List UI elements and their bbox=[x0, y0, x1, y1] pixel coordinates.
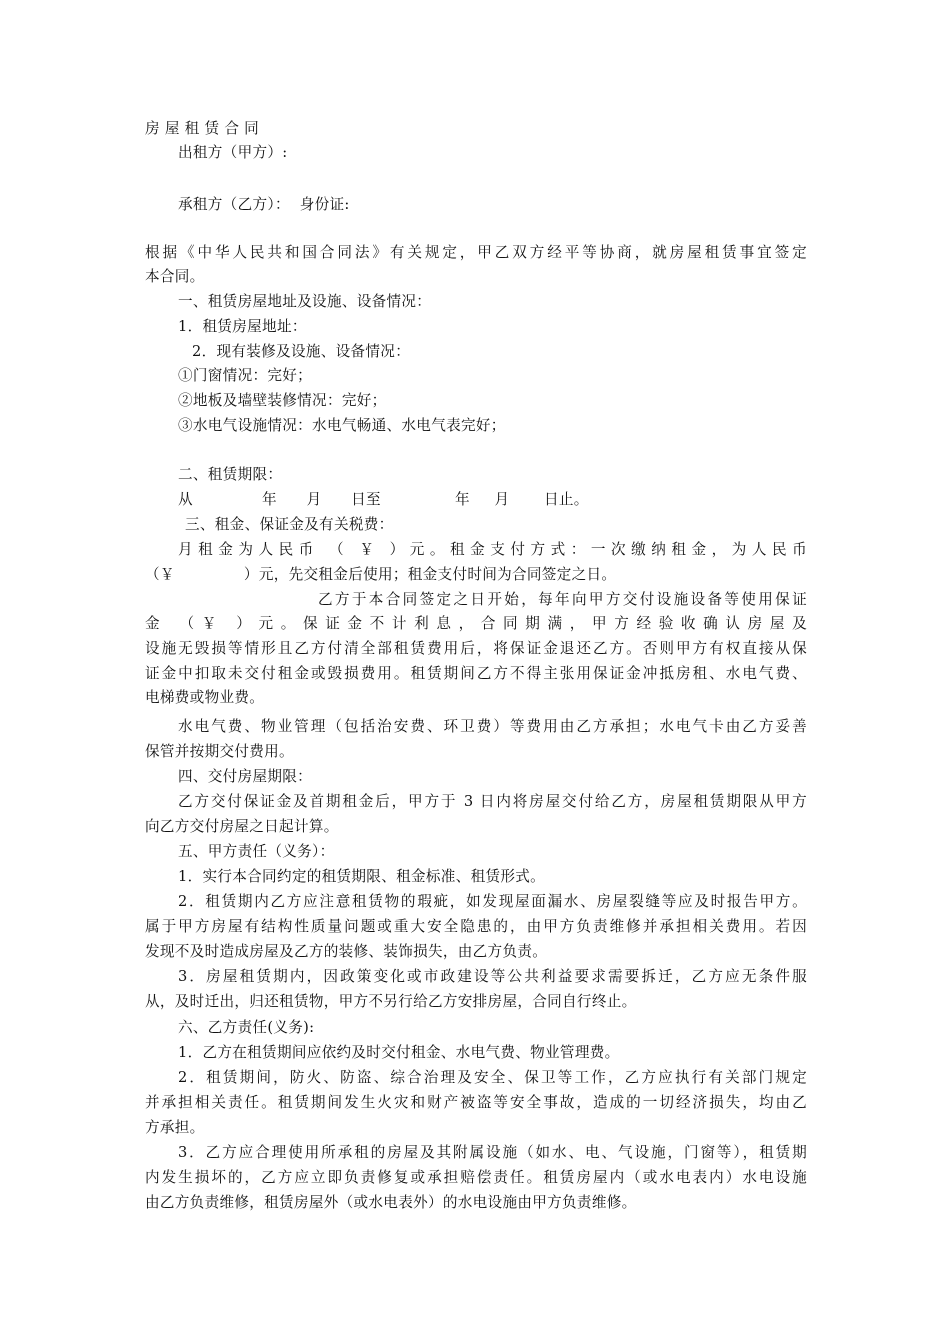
clause-line: 1．实行本合同约定的租赁期限、租金标准、租赁形式。 bbox=[178, 868, 546, 885]
clause-line: 电梯费或物业费。 bbox=[145, 689, 265, 706]
clause-line: 方承担。 bbox=[145, 1119, 205, 1136]
clause-line: 从 年 月 日至 年 月 日止。 bbox=[178, 491, 589, 508]
clause-line: 3．乙方应合理使用所承租的房屋及其附属设施（如水、电、气设施，门窗等），租赁期 bbox=[178, 1144, 807, 1161]
clause-line: （￥ ）元，先交租金后使用；租金支付时间为合同签定之日。 bbox=[145, 566, 617, 583]
clause-line: 发现不及时造成房屋及乙方的装修、装饰损失，由乙方负责。 bbox=[145, 943, 548, 960]
clause-line: 金 （￥ ）元。保证金不计利息，合同期满，甲方经验收确认房屋及 bbox=[145, 615, 807, 632]
section-heading: 二、租赁期限： bbox=[178, 466, 283, 483]
clause-line: 3．房屋租赁期内，因政策变化或市政建设等公共利益要求需要拆迁，乙方应无条件服 bbox=[178, 968, 807, 985]
clause-line: 设施无毁损等情形且乙方付清全部租赁费用后，将保证金退还乙方。否则甲方有权直接从保 bbox=[145, 640, 807, 657]
preamble-line: 本合同。 bbox=[145, 268, 205, 285]
clause-line: 乙方交付保证金及首期租金后，甲方于 3 日内将房屋交付给乙方，房屋租赁期限从甲方 bbox=[178, 793, 807, 810]
clause-line: 水电气费、物业管理（包括治安费、环卫费）等费用由乙方承担；水电气卡由乙方妥善 bbox=[178, 718, 807, 735]
clause-line: 由乙方负责维修，租赁房屋外（或水电表外）的水电设施由甲方负责维修。 bbox=[145, 1194, 637, 1211]
clause-line: 1．乙方在租赁期间应依约及时交付租金、水电气费、物业管理费。 bbox=[178, 1044, 620, 1061]
lessee-line: 承租方（乙方）： 身份证: bbox=[178, 196, 350, 213]
clause-line: 1．租赁房屋地址： bbox=[178, 318, 307, 335]
section-heading: 五、甲方责任（义务）： bbox=[178, 843, 335, 860]
preamble-line: 根据《中华人民共和国合同法》有关规定，甲乙双方经平等协商，就房屋租赁事宜签定 bbox=[145, 244, 807, 261]
document-title: 房 屋 租 赁 合 同 bbox=[145, 120, 260, 137]
section-heading: 三、租金、保证金及有关税费： bbox=[185, 516, 394, 533]
clause-line: 乙方于本合同签定之日开始，每年向甲方交付设施设备等使用保证 bbox=[318, 591, 807, 608]
lessor-line: 出租方（甲方）: bbox=[178, 144, 288, 161]
clause-line: 向乙方交付房屋之日起计算。 bbox=[145, 818, 339, 835]
clause-line: 2．租赁期内乙方应注意租赁物的瑕疵，如发现屋面漏水、房屋裂缝等应及时报告甲方。 bbox=[178, 893, 807, 910]
clause-line: 并承担相关责任。租赁期间发生火灾和财产被盗等安全事故，造成的一切经济损失，均由乙 bbox=[145, 1094, 807, 1111]
section-heading: 四、交付房屋期限： bbox=[178, 768, 313, 785]
clause-line: ②地板及墙壁装修情况：完好； bbox=[178, 392, 387, 409]
section-heading: 一、租赁房屋地址及设施、设备情况： bbox=[178, 293, 432, 310]
clause-line: ③水电气设施情况：水电气畅通、水电气表完好； bbox=[178, 417, 506, 434]
clause-line: 从，及时迁出，归还租赁物，甲方不另行给乙方安排房屋，合同自行终止。 bbox=[145, 993, 637, 1010]
clause-line: 2．现有装修及设施、设备情况： bbox=[192, 343, 411, 360]
clause-line: ①门窗情况：完好； bbox=[178, 367, 313, 384]
clause-line: 证金中扣取未交付租金或毁损费用。租赁期间乙方不得主张用保证金冲抵房租、水电气费、 bbox=[145, 665, 807, 682]
clause-line: 2．租赁期间，防火、防盗、综合治理及安全、保卫等工作，乙方应执行有关部门规定 bbox=[178, 1069, 807, 1086]
clause-line: 保管并按期交付费用。 bbox=[145, 743, 294, 760]
clause-line: 内发生损坏的，乙方应立即负责修复或承担赔偿责任。租赁房屋内（或水电表内）水电设施 bbox=[145, 1169, 807, 1186]
section-heading: 六、乙方责任(义务): bbox=[178, 1019, 315, 1036]
clause-line: 属于甲方房屋有结构性质量问题或重大安全隐患的，由甲方负责维修并承担相关费用。若因 bbox=[145, 918, 807, 935]
clause-line: 月租金为人民币 （ ￥ ）元。租金支付方式：一次缴纳租金，为人民币 bbox=[178, 541, 807, 558]
